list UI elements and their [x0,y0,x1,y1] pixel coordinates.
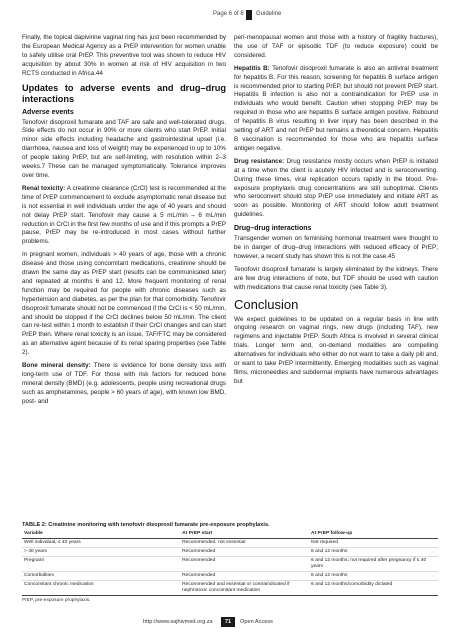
table-cell: Recommended [180,572,309,581]
paragraph: Finally, the topical dapivirine vaginal ring has just been recommended by the European Medical Agency as a PrEP intervention for women unable to safely utilise oral PrEP. This preventive tool was shown to reduce HIV acquisition by about 30% in women at risk of HIV acquisition in two RCTS conducted in Africa.44 [22,34,226,77]
subsection-heading-adverse-events: Adverse events [22,108,74,116]
page-indicator: Page 6 of 8 [213,11,244,17]
paragraph: Transgender women on feminising hormonal treatment were thought to be in danger of drug–drug interactions with reduced efficacy of PrEP; however, a recent study has shown this is not the case.45 [234,235,438,260]
left-column [22,34,226,411]
table-cell: Recommended and essential or contraindicated if nephrotoxic concomitant medication [180,581,309,596]
paragraph: We expect guidelines to be updated on a regular basis in line with ongoing research on vaginal rings, new drugs (including TAF), new regimens and injectable PrEP. South Africa is involved in several clinical trials. Longer term and, on-demand modalities are compelling alternatives for individuals who either do not want to take a daily pill and, or want to take PrEP intermittently. Emerging modalities such as vaginal films, microneedles and subdermal implants have numerous advantages but [234,315,438,385]
article-type-label: Guideline [256,11,282,17]
table-row [22,548,438,557]
table-row [22,572,438,581]
table-header-row [22,530,438,539]
table-cell: > 40 years [22,548,180,557]
table-cell: Well individual, ≤ 40 years [22,539,180,548]
section-heading-updates: Updates to adverse events and drug–drug interactions [22,82,226,104]
paragraph: peri-menopausal women and those with a history of fragility fractures), the use of TAF or episodic TDF (to reduce exposure) could be considered. [234,34,438,59]
paragraph: In pregnant women, individuals > 40 years of age, those with a chronic disease and those using concomitant medications, creatinine should be drawn the same day as PrEP start (results can be communicated later) and repeated at months 6 and 12. More frequent monitoring of renal function may be required for people with chronic diseases such as hypertension and diabetes, as per the plan for that comorbidity. Tenofovir disoproxil fumarate should not be commenced if the CrCl is < 50 mL/min, and should be stopped if the CrCl declines below 50 mL/min. The client can re-test within 1 month to establish if their CrCl changes and can start PrEP then. Where renal toxicity is an issue, TAF/FTC may be considered as an alternative agent because of its renal sparing properties (see Table 2). [22,251,226,357]
subsection-heading-drug-interactions: Drug–drug interactions [234,225,312,233]
table-cell: Recommended [180,548,309,557]
paragraph-drug-resistance [234,158,438,220]
paragraph-renal [22,185,226,247]
table-cell: 6 and 12 months [309,572,438,581]
paragraph-text: Tenofovir disoproxil fumarate is also an antiviral treatment for hepatitis B. For this reason, screening for hepatitis B surface antigen is recommended prior to starting PrEP, but should not prevent PrEP start. Hepatitis B infection is also not a contraindication for PrEP use in individuals who would benefit. Caution when stopping PrEP may be required in those who are hepatitis B surface antigen positive. Rebound of hepatitis B virus resulting in liver injury has been described in the setting of ART and not PrEP but remains a theoretical concern. Hepatitis B vaccination is recommended for those who are hepatitis surface antigen negative. [234,64,438,152]
run-in-heading: Drug resistance: [234,157,285,165]
run-in-heading: Hepatitis B: [234,64,270,72]
table-row [22,539,438,548]
journal-url-link[interactable]: http://www.sajhivmed.org.za [143,619,213,625]
table-footnote: PrEP, pre-exposure prophylaxis. [22,598,91,603]
run-in-heading: Bone mineral density: [22,362,91,370]
table-cell: Comorbidities [22,572,180,581]
column-header: Variable [22,530,180,539]
table-cell: Not required [309,539,438,548]
table-caption: TABLE 2: Creatinine monitoring with tenofovir disoproxil fumarate pre-exposure prophylaxis. [22,522,270,528]
paragraph-bone [22,362,226,407]
table-cell: Pregnant [22,557,180,572]
creatinine-monitoring-table [22,530,438,596]
page-header [0,10,453,24]
paragraph-text: There is evidence for bone density loss with long-term use of TDF. For those with risk factors for reduced bone mineral density (BMD) (e.g. adolescents, people using recreational drugs such as amphetamines, people > 60 years of age), with known low BMD, post- and [22,362,226,405]
paragraph: Tenofovir disoproxil fumarate and TAF are safe and well-tolerated drugs. Side effects do not occur in 90% or more clients who start PrEP. Initial minor side effects including headache and gastrointestinal upset (i.e. diarrhoea, nausea and loss of weight) may be experienced in up to 10% of people taking PrEP, but are self-limiting, with resolution within 2–3 weeks.7 These can be managed symptomatically. Tolerance improves over time. [22,118,226,179]
table-row [22,557,438,572]
table-cell: 6 and 12 months [309,548,438,557]
table-cell: Recommended [180,557,309,572]
paragraph-text: Drug resistance mostly occurs when PrEP is initiated at a time when the client is acutely HIV infected and is seroconverting. During these times, viral replication occurs rapidly in the blood. Pre-exposure prophylaxis drug concentrations are still suboptimal. Clients who seroconvert should stop PrEP use immediately and initiate ART as soon as possible. Monitoring of ART should follow adult treatment guidelines. [234,157,438,219]
column-header: At PrEP follow-up [309,530,438,539]
page-number: 71 [221,617,235,627]
run-in-heading: Renal toxicity: [22,184,66,192]
section-heading-conclusion: Conclusion [234,296,299,312]
table-row [22,581,438,596]
column-header: At PrEP start [180,530,309,539]
table-cell: Recommended, not essential [180,539,309,548]
paragraph-text: A creatinine clearance (CrCl) test is recommended at the time of PrEP commencement to exclude asymptomatic renal disease but is not essential in well individuals under the age of 40 years and should not delay PrEP start. Tenofovir may cause a 5 mL/min – 6 mL/min reduction in CrCl in the first few months of use and if this prompts a PrEP pause, PrEP may be re-introduced in most cases without further problems. [22,184,227,246]
table-cell: 6 and 12 months; not required after pregnancy if ≤ 40 years [309,557,438,572]
table-cell: Concomitant chronic medication [22,581,180,596]
table-cell: 6 and 12 months/comorbidity dictated [309,581,438,596]
paragraph-hepatitis-b [234,65,438,154]
right-column [234,34,438,391]
open-access-label: Open Access [240,619,273,625]
header-marker [246,10,252,20]
paragraph: Tenofovir disoproxil fumarate is largely eliminated by the kidneys. There are few drug interactions of note, but TDF should be used with caution with medications that cause renal toxicity (see Table 3). [234,265,438,291]
page-footer [0,617,453,629]
table-2 [22,522,438,603]
